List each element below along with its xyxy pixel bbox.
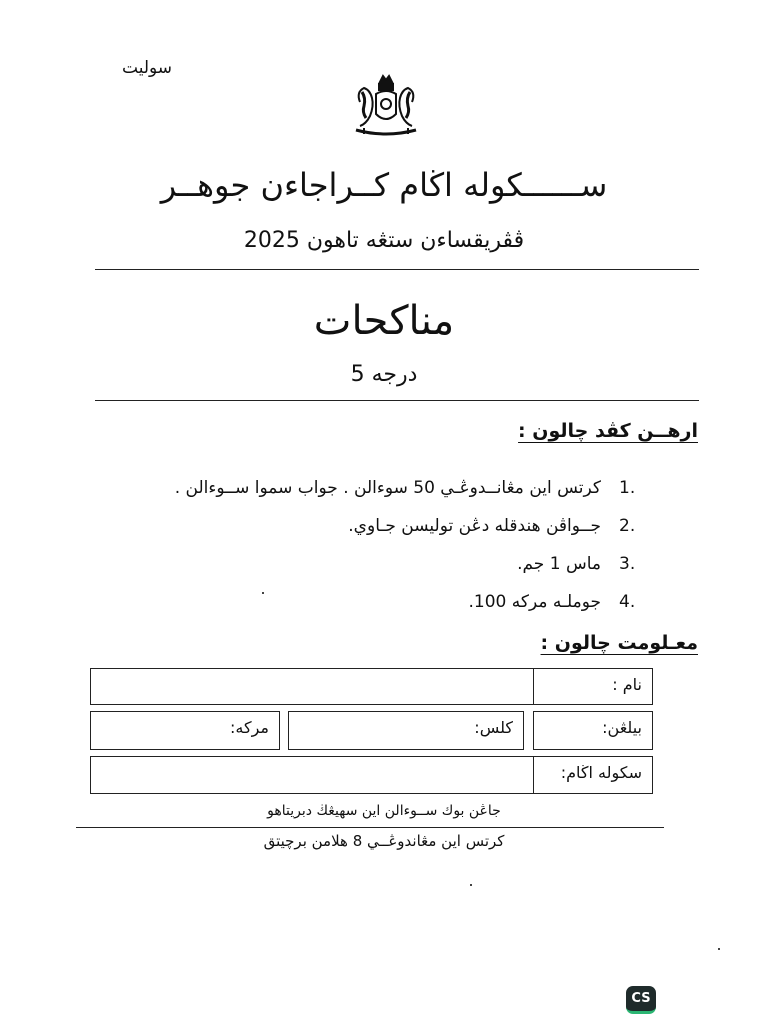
instruction-item: [348, 516, 643, 536]
footer-note: جاڠن بوك ســوءالن اين سهيڠڬ دبريتاهو: [267, 803, 501, 819]
name-label-cell: [533, 668, 653, 705]
instruction-number: 3.: [619, 554, 636, 574]
instruction-text: جوملـه مركه 100.: [468, 592, 601, 612]
instruction-number: 1.: [619, 478, 636, 498]
footer-pages: كرتس اين مڠاندوڠــي 8 هلامن برچيتق: [263, 832, 505, 850]
footer-divider: [76, 827, 664, 828]
divider-bottom: [95, 400, 699, 401]
marks-field[interactable]: [90, 711, 280, 750]
instruction-number: 4.: [619, 592, 636, 612]
scan-speck: [718, 948, 720, 950]
instruction-text: ماس 1 جم.: [517, 554, 601, 574]
crest-emblem: [350, 72, 422, 140]
instruction-item: [175, 478, 643, 498]
school-label: سكوله اڬام:: [560, 763, 642, 782]
instructions-heading: ارهــن كڤد چالون :: [518, 420, 698, 442]
scan-speck: [470, 884, 472, 886]
class-room-label: بيلڠن:: [602, 718, 642, 737]
corner-label: سوليت: [122, 58, 173, 78]
camscanner-logo-icon: CS: [626, 986, 656, 1014]
school-name: ســــــكوله اڬام كــراجاءن جوهــر: [160, 166, 608, 204]
subject-title: مناكحات: [313, 298, 455, 344]
grade-label: درجه 5: [350, 362, 418, 387]
class-label: كلس:: [474, 718, 513, 737]
class-room-field[interactable]: [533, 711, 653, 750]
instruction-text: جــواڤن هندقله دڠن توليسن جـاوي.: [348, 516, 601, 536]
candidate-info-heading: معـلومت چالون :: [540, 632, 698, 654]
instruction-number: 2.: [619, 516, 636, 536]
name-label: نام :: [612, 675, 642, 694]
instruction-item: [469, 592, 643, 612]
instruction-item: [517, 554, 643, 574]
scan-speck: [262, 592, 264, 594]
name-field[interactable]: [90, 668, 534, 705]
exam-name: ڤڤريقساءن ستڠه تاهون 2025: [243, 228, 525, 253]
class-field[interactable]: [288, 711, 524, 750]
instruction-text: كرتس اين مڠانــدوڠـي 50 سوءالن . جواب سموا ســوءالن .: [174, 478, 601, 498]
school-field[interactable]: [90, 756, 534, 794]
marks-label: مركه:: [230, 718, 269, 737]
school-label-cell: [533, 756, 653, 794]
divider-top: [95, 269, 699, 270]
